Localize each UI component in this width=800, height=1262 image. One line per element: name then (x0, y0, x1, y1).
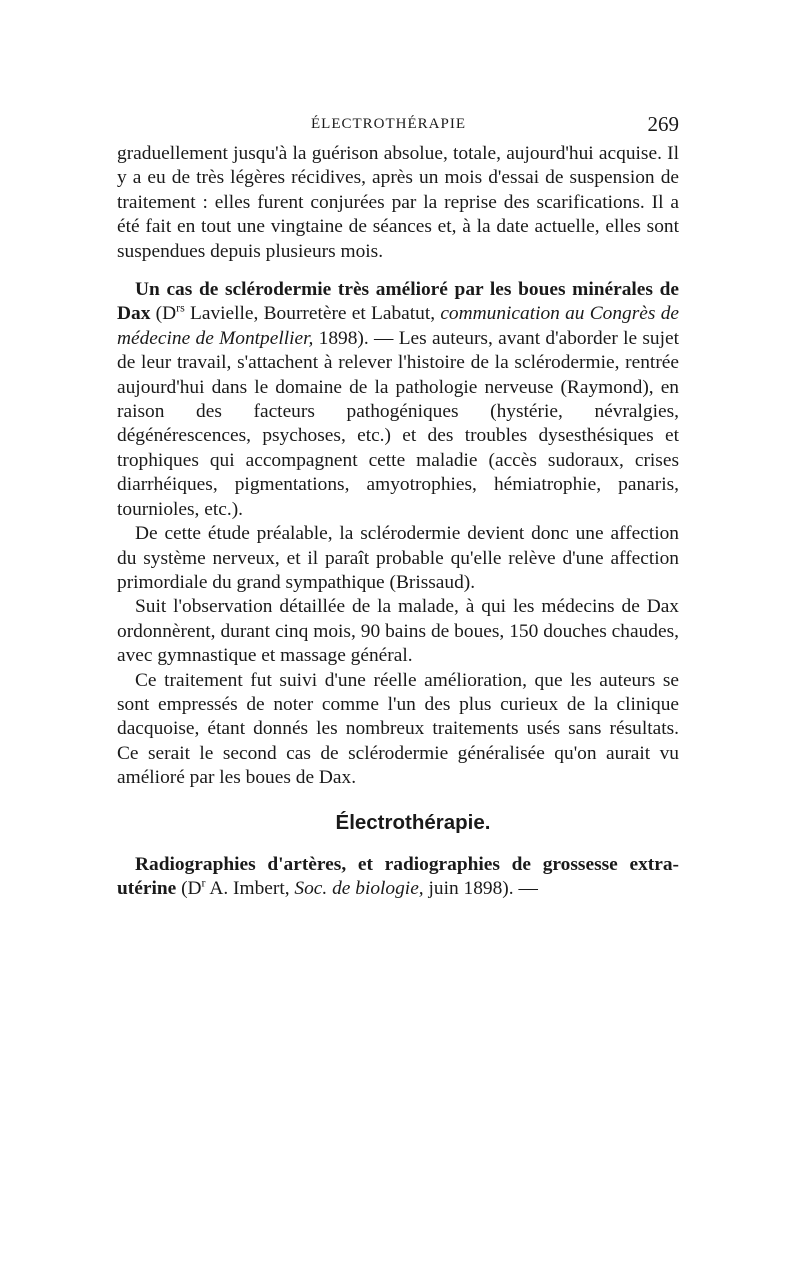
paragraph-observation: Suit l'observation détaillée de la malade, à qui les médecins de Dax ordonnèrent, durant cinq mois, 90 bains de boues, 150 douches chaudes, avec gymnastique et massage général. (117, 596, 679, 667)
article-source: communication au Congrès de médecine de Montpellier, (117, 303, 679, 349)
article-source: Soc. de biologie, (294, 877, 424, 899)
authors-superscript: rs (176, 300, 185, 315)
article-radiographies-intro (117, 853, 679, 902)
authors-prefix: (D (176, 877, 202, 899)
authors-names: Lavielle, Bourretère et Labatut, (184, 303, 441, 325)
article-sclerodermie-intro (117, 278, 679, 522)
article-title: Un cas de sclérodermie très amélioré par les boues minérales de Dax (117, 279, 679, 325)
authors-superscript: r (201, 875, 206, 890)
spacer (117, 264, 679, 278)
page (117, 112, 679, 901)
page-number: 269 (647, 112, 679, 136)
authors-names: A. Imbert, (205, 877, 295, 899)
paragraph-continuation: graduellement jusqu'à la guérison absolue, totale, aujourd'hui acquise. Il y a eu de très légères récidives, après un mois d'essai de suspension de traitement : elles furent conjurées par la reprise des scarifications. Il a été fait en tout une vingtaine de séances et, à la date actuelle, elles sont suspendues depuis plusieurs mois. (117, 143, 679, 262)
article-body: 1898). — Les auteurs, avant d'aborder le sujet de leur travail, s'attachent à relever l'histoire de la sclérodermie, rentrée aujourd'hui dans le domaine de la pathologie nerveuse (Raymond), en raison des facteurs pathogéniques (hystérie, névralgies, dégénérescences, psychoses, etc.) et des troubles dysesthésiques et trophiques qui accompagnent cette maladie (accès sudoraux, crises diarrhéiques, pigmentations, amyotrophies, hémiatrophie, panaris, tournioles, etc.). (117, 327, 680, 520)
article-tail: juin 1898). — (423, 877, 538, 899)
section-heading: Électrothérapie. (335, 810, 491, 834)
paragraph-traitement: Ce traitement fut suivi d'une réelle amélioration, que les auteurs se sont empressés de noter comme l'un des plus curieux de la clinique dacquoise, étant donnés les nombreux traitements usés sans résultats. Ce serait le second cas de sclérodermie généralisée qu'on aurait vu amélioré par les boues de Dax. (117, 669, 679, 789)
paragraph-etude: De cette étude préalable, la sclérodermie devient donc une affection du système nerveux, et il paraît probable qu'elle relève d'une affection primordiale du grand sympathique (Brissaud). (117, 523, 679, 593)
running-title: ÉLECTROTHÉRAPIE (311, 116, 466, 132)
article-title: Radiographies d'artères, et radiographies de grossesse extra-utérine (117, 853, 679, 899)
authors-prefix: (D (150, 303, 177, 325)
running-header (117, 112, 679, 142)
